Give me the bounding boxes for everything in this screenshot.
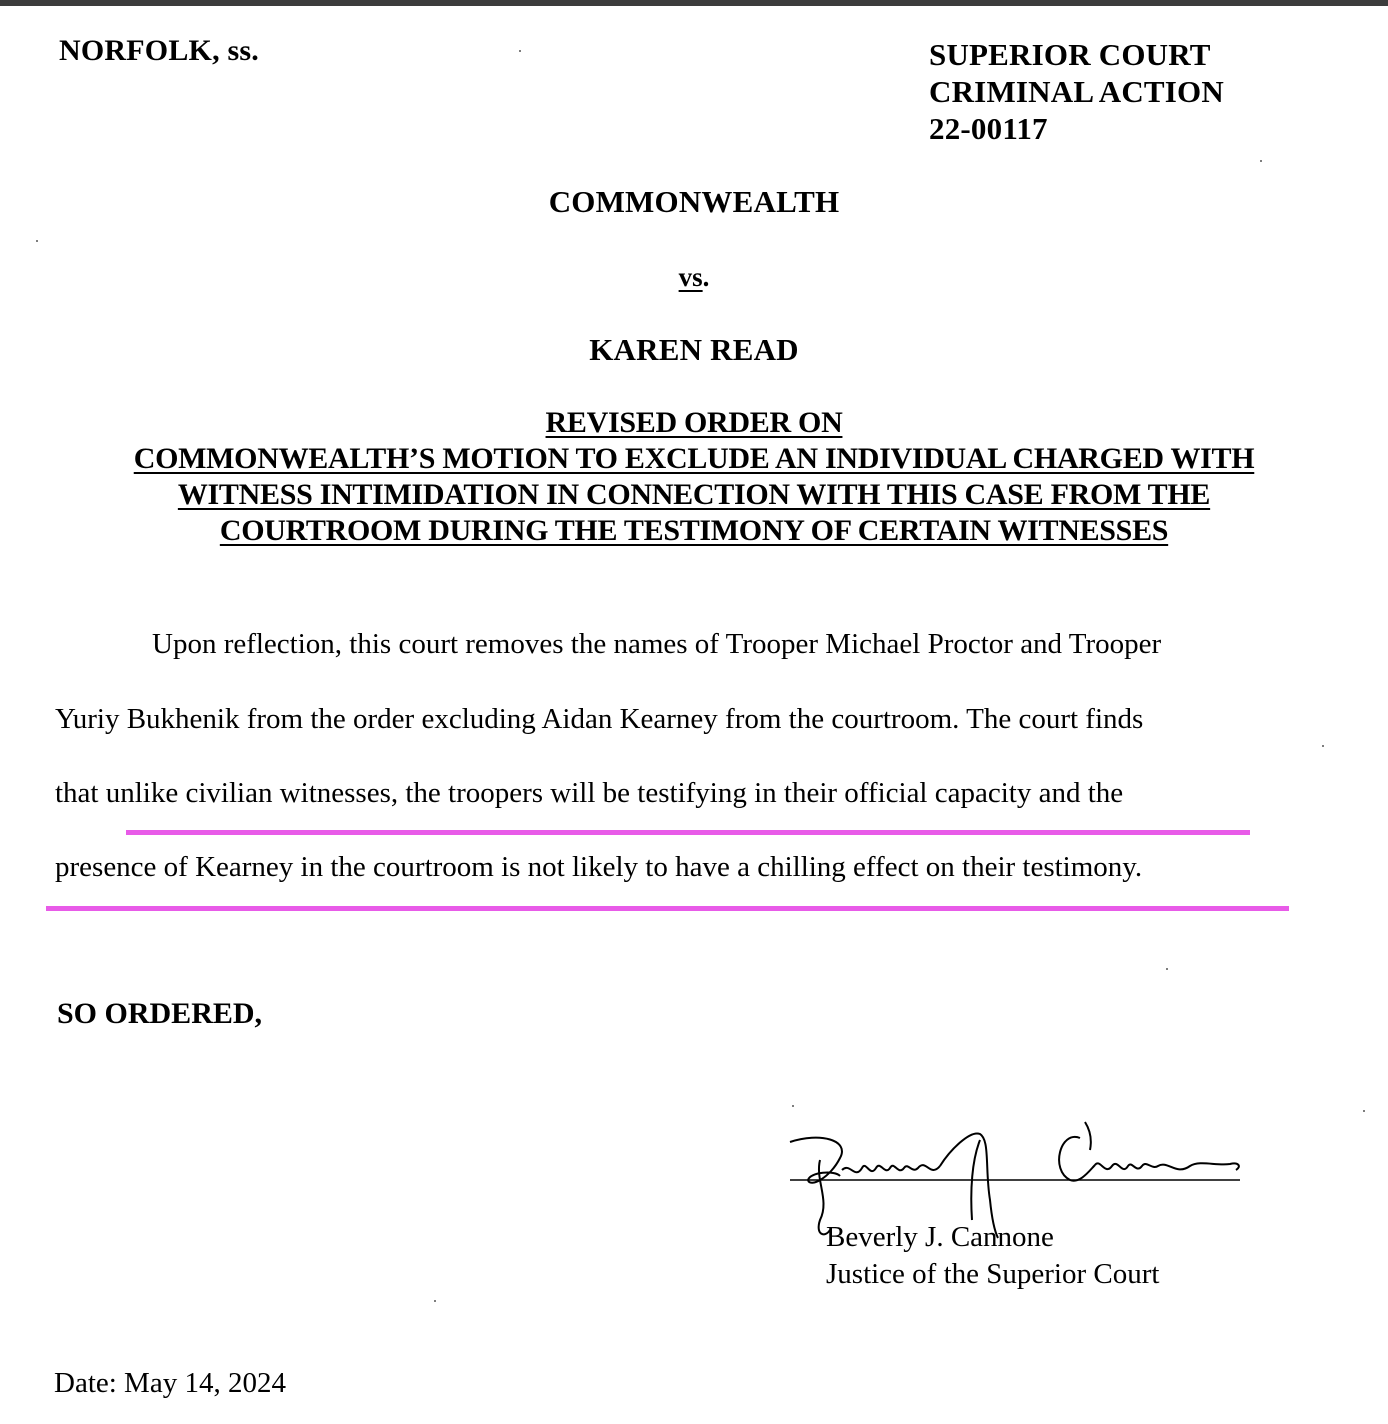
title-line: REVISED ORDER ON (545, 406, 843, 439)
plaintiff-name: COMMONWEALTH (548, 184, 840, 219)
scan-speck (1260, 160, 1262, 162)
scan-speck (792, 1105, 794, 1107)
body-line: Upon reflection, this court removes the names of Trooper Michael Proctor and Trooper (152, 628, 1162, 660)
window-top-bar (0, 0, 1388, 6)
so-ordered: SO ORDERED, (57, 997, 263, 1030)
body-line: presence of Kearney in the courtroom is not likely to have a chilling effect on their testimony. (55, 851, 1143, 883)
versus-period: . (702, 262, 710, 292)
order-date: Date: May 14, 2024 (54, 1367, 286, 1399)
versus-text: vs (678, 262, 703, 292)
signer-name: Beverly J. Cannone (826, 1221, 1054, 1253)
title-line: COMMONWEALTH’S MOTION TO EXCLUDE AN INDIVIDUAL CHARGED WITH (133, 442, 1255, 475)
scan-speck (36, 240, 38, 242)
county-venue: NORFOLK, ss. (59, 34, 259, 67)
scan-speck (1322, 745, 1324, 747)
title-line: WITNESS INTIMIDATION IN CONNECTION WITH THIS CASE FROM THE (177, 478, 1211, 511)
versus-line (0, 262, 1388, 293)
docket-number: 22-00117 (929, 111, 1048, 146)
body-line: Yuriy Bukhenik from the order excluding Aidan Kearney from the courtroom. The court finds (55, 703, 1144, 735)
title-line: COURTROOM DURING THE TESTIMONY OF CERTAIN WITNESSES (219, 514, 1169, 547)
scan-speck (434, 1300, 436, 1302)
scan-speck (519, 50, 521, 52)
scan-speck (1166, 968, 1168, 970)
body-line: that unlike civilian witnesses, the troopers will be testifying in their official capacity and the (55, 777, 1124, 809)
court-name: SUPERIOR COURT (929, 37, 1211, 72)
defendant-name: KAREN READ (589, 332, 799, 367)
action-type: CRIMINAL ACTION (929, 74, 1224, 109)
highlight-underline (126, 830, 1250, 835)
highlight-underline (46, 906, 1289, 911)
signer-title: Justice of the Superior Court (826, 1258, 1160, 1290)
scan-speck (1363, 1110, 1365, 1112)
order-title (0, 405, 1388, 549)
